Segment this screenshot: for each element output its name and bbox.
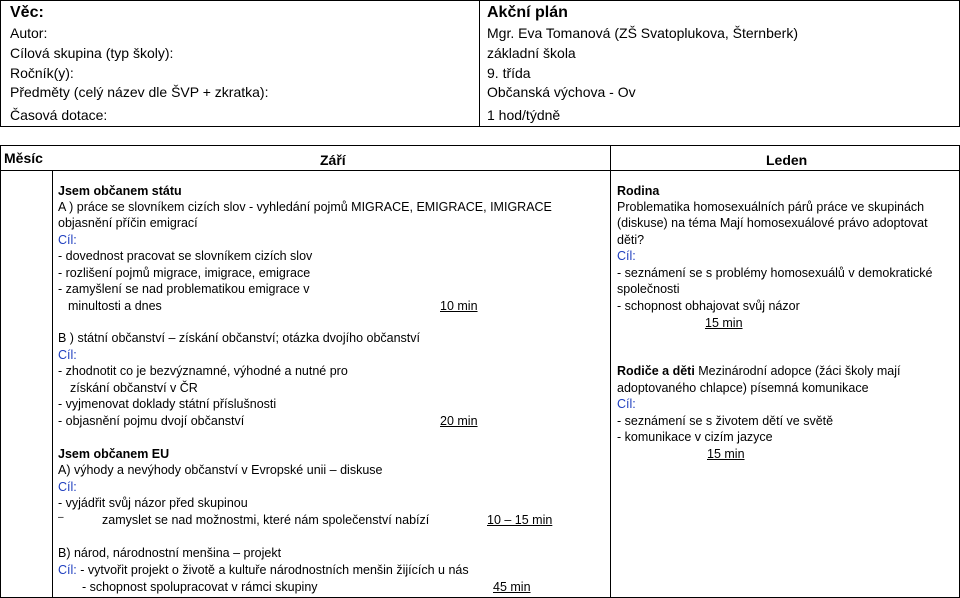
section-title-eu: Jsem občanem EU bbox=[58, 447, 170, 461]
text-line: děti? bbox=[617, 233, 645, 247]
rocnik-value: 9. třída bbox=[487, 65, 531, 81]
header-divider bbox=[479, 0, 480, 127]
text-line: A) výhody a nevýhody občanství v Evropské unii – diskuse bbox=[58, 463, 383, 477]
text-line bbox=[617, 363, 900, 379]
text-line: - vyjádřit svůj názor před skupinou bbox=[58, 496, 248, 510]
section-title-family: Rodina bbox=[617, 184, 660, 198]
vec-value: Akční plán bbox=[487, 4, 568, 21]
text-line: - dovednost pracovat se slovníkem cizích slov bbox=[58, 249, 313, 263]
text-line: Problematika homosexuálních párů práce ve skupinách bbox=[617, 200, 925, 214]
goal-label: Cíl: bbox=[58, 563, 77, 577]
text-line: B ) státní občanství – získání občanství; otázka dvojího občanství bbox=[58, 331, 420, 345]
text-line: - schopnost obhajovat svůj názor bbox=[617, 299, 800, 313]
goal-label: Cíl: bbox=[58, 480, 77, 494]
time-label: 15 min bbox=[707, 447, 745, 461]
text-line: získání občanství v ČR bbox=[70, 381, 198, 395]
predmety-label: Předměty (celý název dle ŠVP + zkratka): bbox=[10, 84, 269, 100]
text-line: - seznámení se s životem dětí ve světě bbox=[617, 414, 834, 428]
text-line: (diskuse) na téma Mají homosexuálové právo adoptovat bbox=[617, 216, 928, 230]
col-line-2 bbox=[610, 145, 611, 598]
text-line: minultosti a dnes bbox=[68, 299, 162, 313]
col-header-leden: Leden bbox=[766, 152, 808, 168]
col-header-mesic: Měsíc bbox=[4, 150, 43, 166]
table-header-line bbox=[0, 170, 960, 171]
vec-label: Věc: bbox=[10, 4, 44, 21]
text-fragment: - vytvořit projekt o životě a kultuře národnostních menšin žijících u nás bbox=[76, 563, 469, 577]
text-line: - zhodnotit co je bezvýznamné, výhodné a nutné pro bbox=[58, 364, 348, 378]
goal-label: Cíl: bbox=[617, 397, 636, 411]
casova-value: 1 hod/týdně bbox=[487, 107, 561, 123]
text-line bbox=[58, 562, 469, 578]
predmety-value: Občanská výchova - Ov bbox=[487, 84, 636, 100]
text-line: - seznámení se s problémy homosexuálů v demokratické bbox=[617, 266, 933, 280]
text-line: - vyjmenovat doklady státní příslušnosti bbox=[58, 397, 277, 411]
text-line: adoptovaného chlapce) písemná komunikace bbox=[617, 381, 869, 395]
text-line: objasnění příčin emigrací bbox=[58, 216, 198, 230]
casova-label: Časová dotace: bbox=[10, 107, 108, 123]
text-line: - zamyšlení se nad problematikou emigrace v bbox=[58, 282, 310, 296]
section-title-parents: Rodiče a děti bbox=[617, 364, 695, 378]
time-label: 10 – 15 min bbox=[487, 513, 553, 527]
time-label: 20 min bbox=[440, 414, 478, 428]
goal-label: Cíl: bbox=[617, 249, 636, 263]
goal-label: Cíl: bbox=[58, 348, 77, 362]
goal-label: Cíl: bbox=[58, 233, 77, 247]
cilova-value: základní škola bbox=[487, 45, 576, 61]
text-line: - rozlišení pojmů migrace, imigrace, emigrace bbox=[58, 266, 311, 280]
text-line: - objasnění pojmu dvojí občanství bbox=[58, 414, 245, 428]
text-line: A ) práce se slovníkem cizích slov - vyhledání pojmů MIGRACE, EMIGRACE, IMIGRACE bbox=[58, 200, 552, 214]
text-line: B) národ, národnostní menšina – projekt bbox=[58, 546, 282, 560]
text-line: - komunikace v cizím jazyce bbox=[617, 430, 773, 444]
text-fragment: Mezinárodní adopce (žáci školy mají bbox=[694, 364, 901, 378]
text-line: společnosti bbox=[617, 282, 680, 296]
text-line: zamyslet se nad možnostmi, které nám společenství nabízí bbox=[102, 513, 430, 527]
cilova-label: Cílová skupina (typ školy): bbox=[10, 45, 174, 61]
section-title-state: Jsem občanem státu bbox=[58, 184, 182, 198]
autor-label: Autor: bbox=[10, 25, 48, 41]
time-label: 10 min bbox=[440, 299, 478, 313]
dash: – bbox=[58, 512, 64, 523]
col-line-1 bbox=[52, 170, 53, 598]
rocnik-label: Ročník(y): bbox=[10, 65, 74, 81]
autor-value: Mgr. Eva Tomanová (ZŠ Svatoplukova, Šternberk) bbox=[487, 25, 798, 41]
header-box bbox=[0, 0, 960, 127]
col-header-zari: Září bbox=[320, 152, 346, 168]
text-line: - schopnost spolupracovat v rámci skupiny bbox=[82, 580, 318, 594]
time-label: 15 min bbox=[705, 316, 743, 330]
time-label: 45 min bbox=[493, 580, 531, 594]
